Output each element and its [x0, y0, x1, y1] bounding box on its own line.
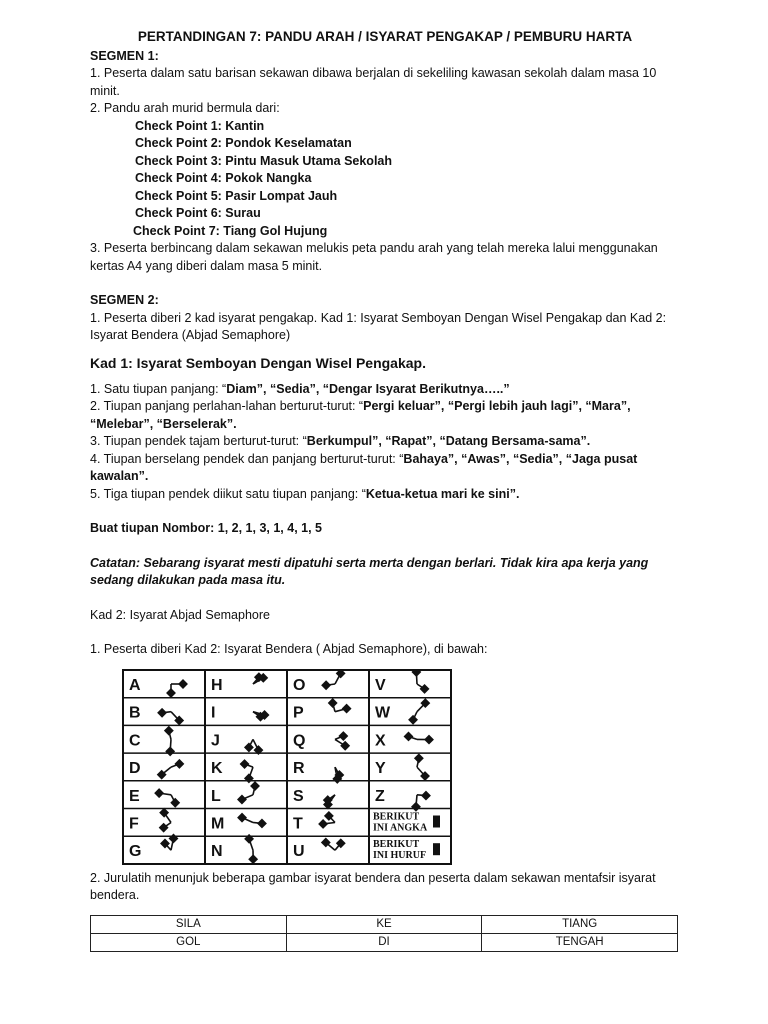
semaphore-letter: J: [211, 731, 220, 749]
table-row: [91, 933, 678, 951]
table-row: [91, 915, 678, 933]
semaphore-note: INI HURUF: [373, 849, 427, 861]
semaphore-letter: U: [293, 842, 305, 860]
semaphore-letter: Z: [375, 787, 385, 805]
catatan: Catatan: Sebarang isyarat mesti dipatuhi serta merta dengan berlari. Tidak kira apa kerja yang sedang dilakukan pada masa itu.: [90, 555, 649, 587]
checkpoint-6: Check Point 6: Surau: [135, 206, 261, 220]
kad1-line-3: 3. Tiupan pendek tajam berturut-turut: “Berkumpul”, “Rapat”, “Datang Bersama-sama”.: [90, 434, 591, 448]
semaphore-letter: G: [129, 842, 142, 860]
kad2-heading: Kad 2: Isyarat Abjad Semaphore: [90, 607, 270, 622]
answer-table: [90, 915, 678, 952]
checkpoint-7: Check Point 7: Tiang Gol Hujung: [133, 223, 328, 238]
checkpoint-5: Check Point 5: Pasir Lompat Jauh: [135, 188, 338, 203]
semaphore-letter: M: [211, 815, 225, 832]
semaphore-letter: C: [129, 731, 141, 749]
kad1-line-2: 2. Tiupan panjang perlahan-lahan berturut-turut: “Pergi keluar”, “Pergi lebih jauh lagi”, “Mara”, “Melebar”, “Berselerak”.: [90, 399, 631, 431]
semaphore-letter: L: [211, 787, 221, 805]
semaphore-note: BERIKUT: [373, 838, 420, 850]
semaphore-letter: V: [375, 676, 386, 694]
semaphore-chart: [122, 669, 452, 865]
semaphore-letter: D: [129, 759, 141, 777]
table-cell: GOL: [91, 933, 287, 951]
semaphore-letter: A: [129, 676, 141, 694]
segmen1-item2: 2. Pandu arah murid bermula dari:: [90, 101, 280, 115]
segmen2-item1: 1. Peserta diberi 2 kad isyarat pengakap. Kad 1: Isyarat Semboyan Dengan Wisel Pengakap dan Kad 2: Isyarat Bendera (Abjad Semaphore): [90, 310, 667, 342]
semaphore-letter: Y: [375, 759, 386, 777]
semaphore-letter: T: [293, 815, 303, 832]
semaphore-letter: B: [129, 704, 141, 722]
checkpoint-4: Check Point 4: Pokok Nangka: [135, 171, 312, 185]
checkpoint-1: Check Point 1: Kantin: [135, 118, 265, 133]
semaphore-letter: W: [375, 704, 391, 722]
flag-icon: [433, 815, 440, 827]
kad1-heading: Kad 1: Isyarat Semboyan Dengan Wisel Pengakap.: [90, 354, 426, 371]
semaphore-letter: I: [211, 704, 216, 722]
semaphore-letter: N: [211, 842, 223, 860]
semaphore-letter: X: [375, 731, 386, 749]
kad1-line-4: 4. Tiupan berselang pendek dan panjang berturut-turut: “Bahaya”, “Awas”, “Sedia”, “Jaga pusat kawalan”.: [90, 451, 638, 483]
table-cell: TENGAH: [482, 933, 678, 951]
semaphore-letter: F: [129, 815, 139, 832]
segmen1-heading: SEGMEN 1:: [90, 48, 159, 63]
segmen1-item1: 1. Peserta dalam satu barisan sekawan dibawa berjalan di sekeliling kawasan sekolah dalam masa 10 minit.: [90, 66, 657, 98]
segmen1-item3: 3. Peserta berbincang dalam sekawan melukis peta pandu arah yang telah mereka lalui menggunakan kertas A4 yang diberi dalam masa 5 minit.: [90, 241, 658, 273]
semaphore-letter: P: [293, 704, 304, 722]
semaphore-letter: H: [211, 676, 223, 694]
kad2-item1: 1. Peserta diberi Kad 2: Isyarat Bendera ( Abjad Semaphore), di bawah:: [90, 642, 488, 656]
checkpoint-2: Check Point 2: Pondok Keselamatan: [135, 136, 352, 150]
table-cell: KE: [286, 915, 482, 933]
segmen2-heading: SEGMEN 2:: [90, 293, 159, 307]
semaphore-note: INI ANGKA: [373, 822, 428, 833]
document-page: [90, 28, 680, 952]
table-cell: SILA: [91, 915, 287, 933]
semaphore-note: BERIKUT: [373, 811, 420, 822]
table-cell: DI: [286, 933, 482, 951]
semaphore-letter: S: [293, 787, 304, 805]
checkpoint-3: Check Point 3: Pintu Masuk Utama Sekolah: [135, 153, 393, 168]
kad1-line-5: 5. Tiga tiupan pendek diikut satu tiupan panjang: “Ketua-ketua mari ke sini”.: [90, 486, 520, 501]
semaphore-letter: K: [211, 759, 223, 777]
semaphore-letter: R: [293, 759, 305, 777]
buat-tiupan: Buat tiupan Nombor: 1, 2, 1, 3, 1, 4, 1, 5: [90, 521, 323, 535]
kad2-item2: 2. Jurulatih menunjuk beberapa gambar isyarat bendera dan peserta dalam sekawan mentafsir isyarat bendera.: [90, 870, 656, 902]
semaphore-letter: O: [293, 676, 306, 694]
semaphore-letter: E: [129, 787, 140, 805]
semaphore-letter: Q: [293, 731, 306, 749]
page-title: PERTANDINGAN 7: PANDU ARAH / ISYARAT PENGAKAP / PEMBURU HARTA: [137, 29, 633, 44]
table-cell: TIANG: [482, 915, 678, 933]
kad1-line-1: 1. Satu tiupan panjang: “Diam”, “Sedia”, “Dengar Isyarat Berikutnya…..”: [90, 381, 510, 396]
flag-icon: [433, 843, 440, 855]
